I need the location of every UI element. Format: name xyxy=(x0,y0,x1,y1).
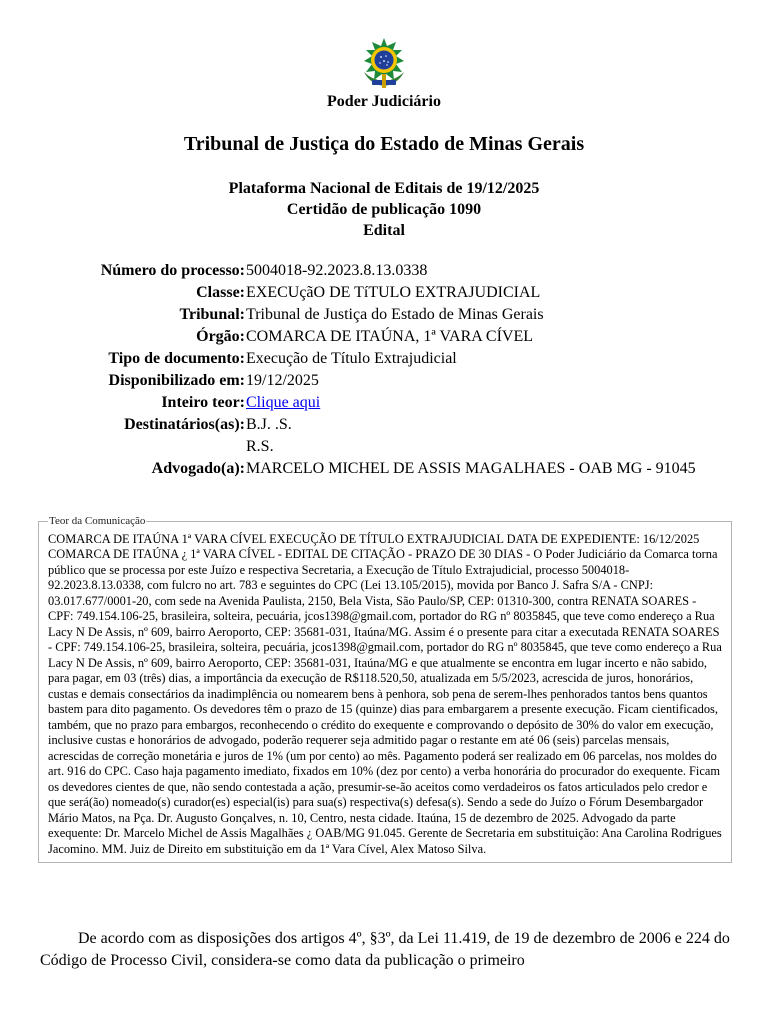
closing-paragraph: De acordo com as disposições dos artigos 4º, §3º, da Lei 11.419, de 19 de dezembro de 2006 e 224 do Código de Processo Civil, considera-se como data da publicação o primeiro xyxy=(40,930,730,969)
platform-line: Plataforma Nacional de Editais de 19/12/2025 xyxy=(228,180,540,197)
tipo-documento-label: Tipo de documento: xyxy=(108,350,245,367)
process-details xyxy=(0,260,760,480)
tribunal-label: Tribunal: xyxy=(179,306,245,323)
classe-label: Classe: xyxy=(196,284,245,301)
destinatarios-label: Destinatários(as): xyxy=(124,416,245,433)
certificate-line: Certidão de publicação 1090 xyxy=(286,201,482,218)
court-heading: Poder Judiciário xyxy=(327,93,441,110)
disponibilizado-value: 19/12/2025 xyxy=(246,372,319,389)
teor-comunicacao-legend: Teor da Comunicação xyxy=(49,515,146,527)
classe-value: EXECUçãO DE TíTULO EXTRAJUDICIAL xyxy=(246,284,541,301)
tribunal-value: Tribunal de Justiça do Estado de Minas Gerais xyxy=(246,306,544,323)
field-row-advogado xyxy=(0,458,760,480)
tribunal-title: Tribunal de Justiça do Estado de Minas Gerais xyxy=(183,133,585,155)
tipo-documento-value: Execução de Título Extrajudicial xyxy=(246,350,457,367)
inteiro-teor-link[interactable]: Clique aqui xyxy=(246,394,321,411)
field-row-tipo xyxy=(0,348,760,370)
field-row-destinatarios xyxy=(0,414,760,436)
field-row-classe xyxy=(0,282,760,304)
field-row-processo xyxy=(0,260,760,282)
field-row-destinatario-2 xyxy=(0,436,760,458)
document-kind-line: Edital xyxy=(363,222,405,239)
processo-value: 5004018-92.2023.8.13.0338 xyxy=(246,262,428,279)
field-row-disponibilizado xyxy=(0,370,760,392)
publication-heading xyxy=(0,178,768,241)
destinatario-1: B.J. .S. xyxy=(246,416,292,433)
advogado-value: MARCELO MICHEL DE ASSIS MAGALHAES - OAB MG - 91045 xyxy=(246,460,696,477)
field-row-orgao xyxy=(0,326,760,348)
advogado-label: Advogado(a): xyxy=(151,460,245,477)
field-row-inteiro-teor xyxy=(0,392,760,414)
orgao-label: Órgão: xyxy=(196,328,245,345)
processo-label: Número do processo: xyxy=(100,262,245,279)
field-row-tribunal xyxy=(0,304,760,326)
teor-comunicacao-box xyxy=(38,514,732,863)
disponibilizado-label: Disponibilizado em: xyxy=(108,372,245,389)
inteiro-teor-label: Inteiro teor: xyxy=(161,394,245,411)
destinatario-2: R.S. xyxy=(246,438,274,455)
coat-of-arms-of-brazil-icon xyxy=(356,36,412,92)
orgao-value: COMARCA DE ITAÚNA, 1ª VARA CÍVEL xyxy=(246,328,534,345)
teor-comunicacao-text: COMARCA DE ITAÚNA 1ª VARA CÍVEL EXECUÇÃO DE TÍTULO EXTRAJUDICIAL DATA DE EXPEDIENTE: 16/12/2025 COMARCA DE ITAÚNA ¿ 1ª VARA CÍVEL - EDITAL DE CITAÇÃO - PRAZO DE 30 DIAS - O Poder Judiciário da Comarca torna público que se processa por este Juízo e respectiva Secretaria, a Execução de Título Extrajudicial, processo 5004018-92.2023.8.13.0338, com fulcro no art. 783 e seguintes do CPC (Lei 13.105/2015), movida por Banco J. Safra S/A - CNPJ: 03.017.677/0001-20, com sede na Avenida Paulista, 2150, Bela Vista, São Paulo/SP, CEP: 01310-300, contra RENATA SOARES - CPF: 749.154.106-25, brasileira, solteira, pecuária, jcos1398@gmail.com, portador do RG nº 8035845, que teve como endereço a Rua Lacy N De Assis, nº 609, bairro Aeroporto, CEP: 35681-031, Itaúna/MG. Assim é o presente para citar a executada RENATA SOARES - CPF: 749.154.106-25, brasileira, solteira, pecuária, jcos1398@gmail.com, portador do RG nº 8035845, que teve como endereço a Rua Lacy N De Assis, nº 609, bairro Aeroporto, CEP: 35681-031, Itaúna/MG e que atualmente se encontra em lugar incerto e não sabido, para pagar, em 03 (três) dias, a importância da execução de R$118.520,50, atualizada em 5/5/2023, acrescida de juros, honorários, custas e demais consectários da inadimplência ou nomearem bens à penhora, sob pena de serem-lhes penhorados tantos bens quantos bastem para dito pagamento. Os devedores têm o prazo de 15 (quinze) dias para embargarem a presente execução. Ficam cientificados, também, que no prazo para embargos, reconhecendo o crédito do exequente e comprovando o depósito de 30% do valor em execução, inclusive custas e honorários de advogado, poderão requerer seja admitido pagar o restante em até 06 (seis) parcelas mensais, acrescidas de correção monetária e juros de 1% (um por cento) ao mês. Pagamento poderá ser realizado em 06 parcelas, nos moldes do art. 916 do CPC. Caso haja pagamento imediato, fixados em 10% (dez por cento) a verba honorária do procurador do exequente. Ficam os devedores cientes de que, não sendo contestada a ação, presumir-se-ão aceitos como verdadeiros os fatos articulados pelo credor e que será(ão) nomeado(s) curador(es) especial(is) para sua(s) respectiva(s) defesa(s). Sendo a sede do Juízo o Fórum Desembargador Mário Matos, na Pça. Dr. Augusto Gonçalves, n. 10, Centro, nesta cidade. Itaúna, 15 de dezembro de 2025. Advogado da parte exequente: Dr. Marcelo Michel de Assis Magalhães ¿ OAB/MG 91.045. Gerente de Secretaria em substituição: Ana Carolina Rodrigues Jacomino. MM. Juiz de Direito em substituição em da 1ª Vara Cível, Alex Matoso Silva. xyxy=(48,531,722,856)
